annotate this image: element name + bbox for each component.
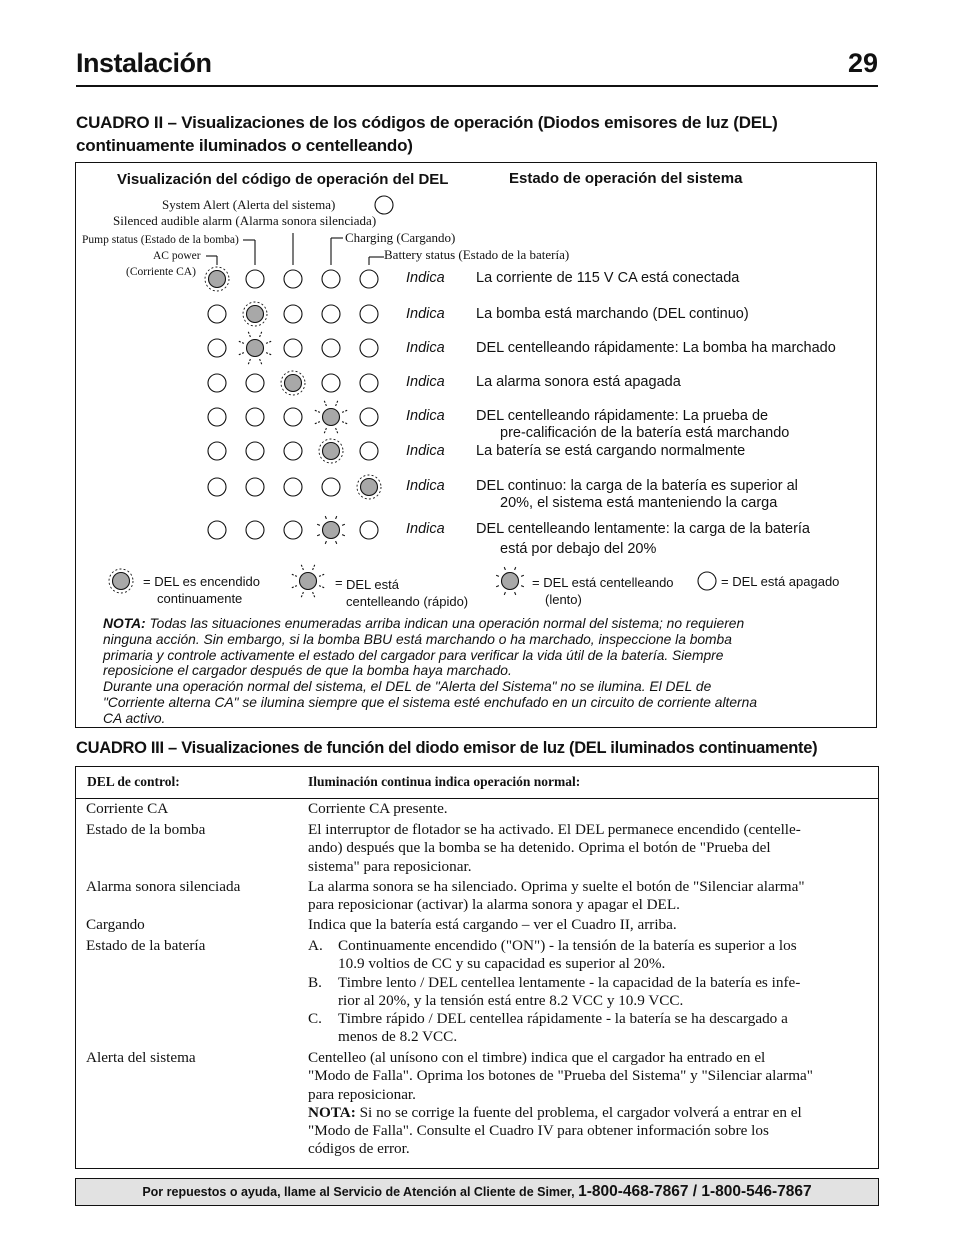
control-led-name: Estado de la bomba <box>86 821 206 838</box>
row-indica: Indica <box>406 408 445 424</box>
label-silenced-alarm: Silenced audible alarm (Alarma sonora silenciada) <box>113 213 377 228</box>
led-on <box>285 375 302 392</box>
chart3-title: CUADRO III – Visualizaciones de función del diodo emisor de luz (DEL iluminados continuamente) <box>76 739 818 757</box>
label-pump-status: Pump status (Estado de la bomba) <box>82 234 239 246</box>
led-off <box>208 442 226 460</box>
led-off <box>360 374 378 392</box>
led-off <box>284 408 302 426</box>
row-description: DEL centelleando rápidamente: La bomba ha marchado <box>476 340 836 356</box>
legend-on-text2: continuamente <box>157 591 243 606</box>
label-battery-status: Battery status (Estado de la batería) <box>384 247 570 262</box>
battery-state-item: A. Continuamente encendido ("ON") - la tensión de la batería es superior a los 10.9 voltios de CC y su capacidad es superior al 20%. <box>308 937 797 973</box>
led-off <box>322 374 340 392</box>
row-description: La alarma sonora está apagada <box>476 374 681 390</box>
led-off <box>246 270 264 288</box>
led-off <box>322 478 340 496</box>
row-indica: Indica <box>406 374 445 390</box>
legend-on-text: = DEL es encendido <box>143 574 260 589</box>
led-off <box>284 270 302 288</box>
led-flash-ray <box>515 567 516 570</box>
led-off <box>246 408 264 426</box>
led-off <box>360 521 378 539</box>
control-led-name: Cargando <box>86 916 145 933</box>
led-off <box>208 408 226 426</box>
control-led-description: Indica que la batería está cargando – ver el Cuadro II, arriba. <box>308 916 677 933</box>
led-off <box>360 270 378 288</box>
led-flash-ray <box>324 428 326 434</box>
led-flash-ray <box>342 535 345 536</box>
led-flash-ray <box>314 422 320 424</box>
label-ac-power-es: (Corriente CA) <box>126 266 196 278</box>
led-flash-ray <box>248 331 250 337</box>
control-led-name: Alerta del sistema <box>86 1049 196 1066</box>
led-flash-ray <box>521 586 524 587</box>
led-flash-ray <box>313 592 315 598</box>
chart3-col2-header: Iluminación continua indica operación normal: <box>308 774 581 789</box>
legend-fast-text: DEL está <box>346 577 399 592</box>
led-off <box>246 521 264 539</box>
legend-led-slow <box>502 573 519 590</box>
led-flash-ray <box>291 586 297 588</box>
led-flash-ray <box>314 410 320 412</box>
led-off <box>284 521 302 539</box>
led-on <box>247 306 264 323</box>
led-flash-ray <box>260 359 262 365</box>
row-indica: Indica <box>406 306 445 322</box>
led-flash-ray <box>266 341 272 343</box>
row-indica: Indica <box>406 340 445 356</box>
control-led-description: La alarma sonora se ha silenciado. Oprima y suelte el botón de "Silenciar alarma" para reposicionar (activar) la alarma sonora y apagar el DEL. <box>308 878 805 914</box>
led-flash-ray <box>317 535 320 536</box>
led-off <box>360 442 378 460</box>
led-flash-ray <box>336 516 337 519</box>
led-flash-ray <box>319 586 325 588</box>
led-flash-ray <box>336 400 338 406</box>
led-off <box>360 339 378 357</box>
led-flash-ray <box>504 567 505 570</box>
led-off <box>208 305 226 323</box>
row-description: La bomba está marchando (DEL continuo) <box>476 306 749 322</box>
led-flash-ray <box>266 353 272 355</box>
led-flash-ray <box>325 516 326 519</box>
led-off <box>284 442 302 460</box>
led-flash-ray <box>496 575 499 576</box>
chart2-title-line2: continuamente iluminados o centelleando) <box>76 136 413 155</box>
led-on <box>323 443 340 460</box>
led-flash-ray <box>342 524 345 525</box>
battery-state-item: B. Timbre lento / DEL centellea lentamente - la capacidad de la batería es infe- rior al 20%, y la tensión está entre 8.2 VCC y 10.9 VCC. <box>308 973 801 1009</box>
label-system-alert: System Alert (Alerta del sistema) <box>162 197 336 212</box>
row-indica: Indica <box>406 443 445 459</box>
led-off <box>208 339 226 357</box>
footer-phone: 1-800-468-7867 / 1-800-546-7867 <box>578 1183 812 1200</box>
led-flash-ray <box>336 541 337 544</box>
row-description: La corriente de 115 V CA está conectada <box>476 270 740 286</box>
led-flash-ray <box>238 341 244 343</box>
battery-state-item: C. Timbre rápido / DEL centellea rápidamente - la batería se ha descargado a menos de 8.2 VCC. <box>308 1010 788 1046</box>
led-on <box>361 479 378 496</box>
row-indica: Indica <box>406 478 445 494</box>
chart2-title-line1: CUADRO II – Visualizaciones de los códigos de operación (Diodos emisores de luz (DEL) <box>76 113 778 132</box>
control-led-description: Corriente CA presente. <box>308 800 448 817</box>
led-flash-ray <box>260 331 262 337</box>
page-number: 29 <box>847 48 878 78</box>
led-off <box>322 339 340 357</box>
led-off <box>208 374 226 392</box>
chart2-col2-header: Estado de operación del sistema <box>509 170 743 187</box>
led-off <box>208 478 226 496</box>
led-off <box>360 305 378 323</box>
label-ac-power: AC power <box>153 250 201 262</box>
system-alert-led-icon <box>375 196 393 214</box>
led-flash-ray <box>504 592 505 595</box>
row-description: DEL continuo: la carga de la batería es superior al 20%, el sistema está manteniendo la carga <box>476 478 798 511</box>
led-fast <box>323 409 340 426</box>
led-flash-ray <box>515 592 516 595</box>
led-flash-ray <box>342 422 348 424</box>
legend-slow-text2: (lento) <box>545 592 582 607</box>
row-description: DEL centelleando rápidamente: La prueba de pre-calificación de la batería está marchando <box>476 408 790 441</box>
led-slow <box>323 522 340 539</box>
label-charging: Charging (Cargando) <box>345 230 456 245</box>
led-flash-ray <box>324 400 326 406</box>
control-led-description: Centelleo (al unísono con el timbre) indica que el cargador ha entrado en el "Modo de Falla". Oprima los botones de "Prueba del Sistema" y "Silenciar alarma" para reposicionar. NOTA: Si no se corrige la fuente del problema, el cargador volverá a entrar en el "Modo de Falla". Consulte el Cuadro IV para obtener información sobre los códigos de error. <box>308 1049 813 1158</box>
led-flash-ray <box>301 564 303 570</box>
row-description: La batería se está cargando normalmente <box>476 443 746 459</box>
led-off <box>284 478 302 496</box>
chart2-col1-header: Visualización del código de operación del DEL <box>117 171 449 188</box>
led-off <box>322 270 340 288</box>
note-label: NOTA: <box>103 616 146 631</box>
control-led-name: Alarma sonora silenciada <box>86 878 241 895</box>
led-flash-ray <box>336 428 338 434</box>
led-flash-ray <box>238 353 244 355</box>
led-off <box>246 442 264 460</box>
led-off <box>322 305 340 323</box>
footer-text: Por repuestos o ayuda, llame al Servicio de Atención al Cliente de Simer, <box>142 1185 579 1199</box>
page-title: Instalación <box>76 48 212 78</box>
control-led-name: Corriente CA <box>86 800 169 817</box>
led-flash-ray <box>248 359 250 365</box>
led-off <box>246 374 264 392</box>
led-off <box>360 408 378 426</box>
legend-led-on <box>113 573 130 590</box>
row-indica: Indica <box>406 270 445 286</box>
led-off <box>284 305 302 323</box>
led-on <box>209 271 226 288</box>
led-flash-ray <box>496 586 499 587</box>
led-flash-ray <box>291 574 297 576</box>
chart2-note: NOTA: Todas las situaciones enumeradas arriba indican una operación normal del sistema; no requieren ninguna acción. Sin embargo, si la bomba BBU está marchando o ha marchado, inspeccione la bomba primaria y controle activamente el estado del cargador para verificar la vida útil de la batería. Siempre reposicione el cargador después de que la bomba haya marchado. Durante una operación normal del sistema, el DEL de "Alerta del Sistema" no se ilumina. El DEL de "Corriente alterna CA" se ilumina siempre que el sistema esté enchufado en un circuito de corriente alterna CA activo. <box>103 616 757 726</box>
legend-fast-eq: = <box>335 575 343 590</box>
legend-led-off <box>698 572 716 590</box>
led-flash-ray <box>313 564 315 570</box>
chart3-col1-header: DEL de control: <box>87 774 180 789</box>
chart3-header-rule <box>75 798 879 799</box>
control-led-name: Estado de la batería <box>86 937 206 954</box>
legend-off-text: = DEL está apagado <box>721 574 840 589</box>
led-off <box>246 478 264 496</box>
led-flash-ray <box>301 592 303 598</box>
footer-bar <box>75 1178 879 1206</box>
control-led-description: El interruptor de flotador se ha activado. El DEL permanece encendido (centelle- ando) después que la bomba se ha detenido. Oprima el botón de "Prueba del sistema" para reposicionar. <box>308 821 801 875</box>
led-flash-ray <box>521 575 524 576</box>
row-indica: Indica <box>406 521 445 537</box>
led-flash-ray <box>317 524 320 525</box>
led-fast <box>247 340 264 357</box>
led-flash-ray <box>325 541 326 544</box>
led-flash-ray <box>319 574 325 576</box>
legend-fast-text2: centelleando (rápido) <box>346 594 469 609</box>
row-description: DEL centelleando lentamente: la carga de la batería está por debajo del 20% <box>476 521 810 557</box>
control-led-description <box>308 937 868 1047</box>
legend-led-fast <box>300 573 317 590</box>
led-flash-ray <box>342 410 348 412</box>
led-off <box>208 521 226 539</box>
legend-slow-text: = DEL está centelleando <box>532 575 674 590</box>
led-off <box>284 339 302 357</box>
